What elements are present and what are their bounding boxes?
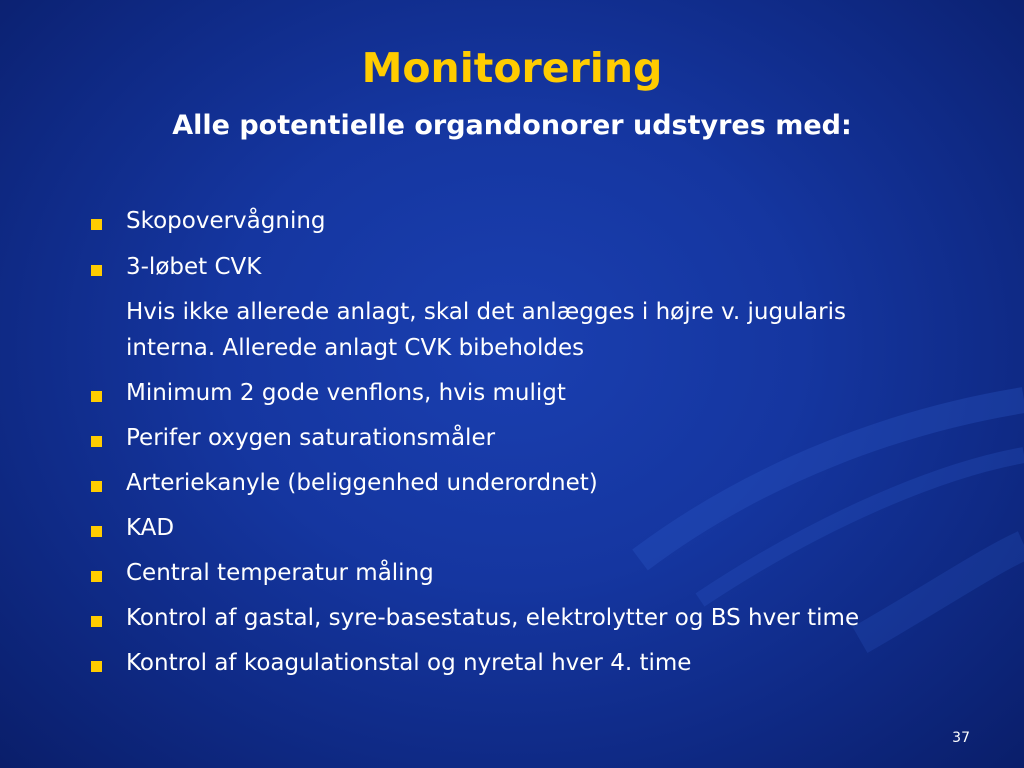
slide-title: Monitorering [361,44,663,92]
list-item-text: Hvis ikke allerede anlagt, skal det anlægges i højre v. jugularis [126,299,846,325]
square-bullet-icon [91,571,102,582]
square-bullet-icon [91,265,102,276]
list-item-text: interna. Allerede anlagt CVK bibeholdes [126,335,585,361]
square-bullet-icon [91,219,102,230]
list-item-text: Skopovervågning [126,208,326,234]
square-bullet-icon [91,436,102,447]
list-item-text: 3-løbet CVK [126,254,262,280]
list-item-text: Perifer oxygen saturationsmåler [126,425,496,451]
slide-subtitle: Alle potentielle organdonorer udstyres med: [172,110,852,141]
list-item-text: Arteriekanyle (beliggenhed underordnet) [126,470,598,496]
list-item-text: KAD [126,515,175,541]
square-bullet-icon [91,526,102,537]
square-bullet-icon [91,661,102,672]
slide-number: 37 [952,730,970,746]
list-item-text: Central temperatur måling [126,560,434,586]
list-item-text: Kontrol af koagulationstal og nyretal hver 4. time [126,650,692,676]
square-bullet-icon [91,616,102,627]
list-item-text: Minimum 2 gode venflons, hvis muligt [126,380,566,406]
list-item-text: Kontrol af gastal, syre-basestatus, elektrolytter og BS hver time [126,605,860,631]
square-bullet-icon [91,391,102,402]
square-bullet-icon [91,481,102,492]
